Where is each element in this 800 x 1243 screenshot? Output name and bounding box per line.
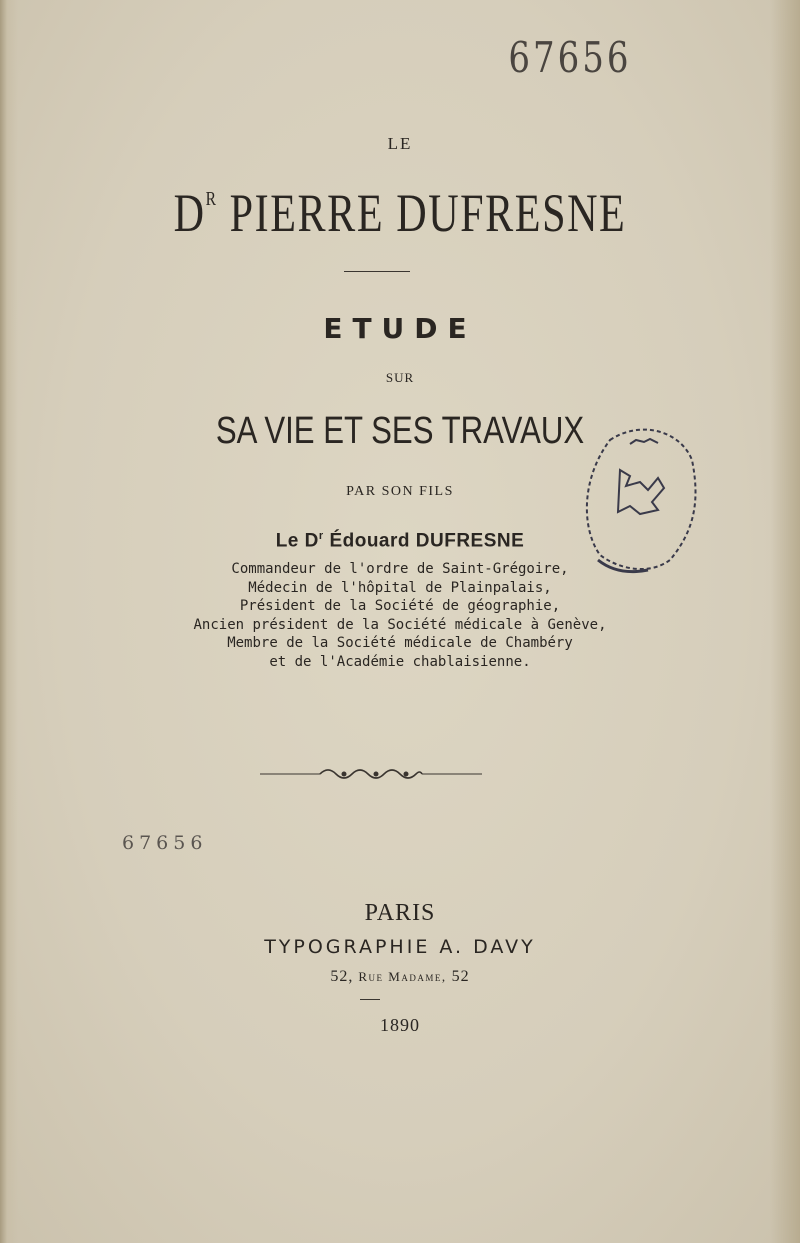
- shelfmark-top: 67656: [508, 33, 632, 83]
- library-stamp: [580, 420, 700, 580]
- author-title-line: Commandeur de l'ordre de Saint-Grégoire,: [231, 561, 569, 577]
- imprint-address: [0, 968, 800, 986]
- shelfmark-mid: 67656: [122, 832, 208, 854]
- imprint-rule: [360, 999, 380, 1000]
- imprint-printer: TYPOGRAPHIE A. DAVY: [264, 936, 536, 958]
- author-fullname: Édouard DUFRESNE: [329, 530, 525, 552]
- author-title-line: Membre de la Société médicale de Chambéry: [227, 635, 573, 651]
- author-title-line: et de l'Académie chablaisienne.: [269, 653, 531, 670]
- sur-word: SUR: [385, 370, 415, 385]
- page-title: [88, 182, 712, 244]
- title-rule: [344, 271, 410, 272]
- title-article: LE: [387, 134, 413, 153]
- author-sup: r: [318, 530, 324, 542]
- imprint-city: PARIS: [364, 900, 436, 926]
- author-title-line: Président de la Société de géographie,: [239, 598, 561, 614]
- address-street: Rue Madame,: [358, 969, 447, 984]
- by-line: PAR SON FILS: [346, 484, 454, 499]
- address-number: 52: [451, 968, 470, 985]
- etude-heading: ETUDE: [323, 312, 477, 345]
- author-title-line: Médecin de l'hôpital de Plainpalais,: [248, 579, 552, 596]
- imprint-year: 1890: [380, 1015, 420, 1035]
- title-prefix: D: [173, 183, 206, 243]
- author-title-line: Ancien président de la Société médicale à Genève,: [193, 616, 607, 633]
- address-number: 52,: [330, 968, 354, 985]
- subtitle: SA VIE ET SES TRAVAUX: [215, 410, 585, 452]
- author-prefix: Le D: [275, 530, 319, 552]
- ornament-divider: [260, 764, 482, 784]
- title-main: PIERRE DUFRESNE: [229, 183, 627, 243]
- title-sup: R: [205, 188, 218, 210]
